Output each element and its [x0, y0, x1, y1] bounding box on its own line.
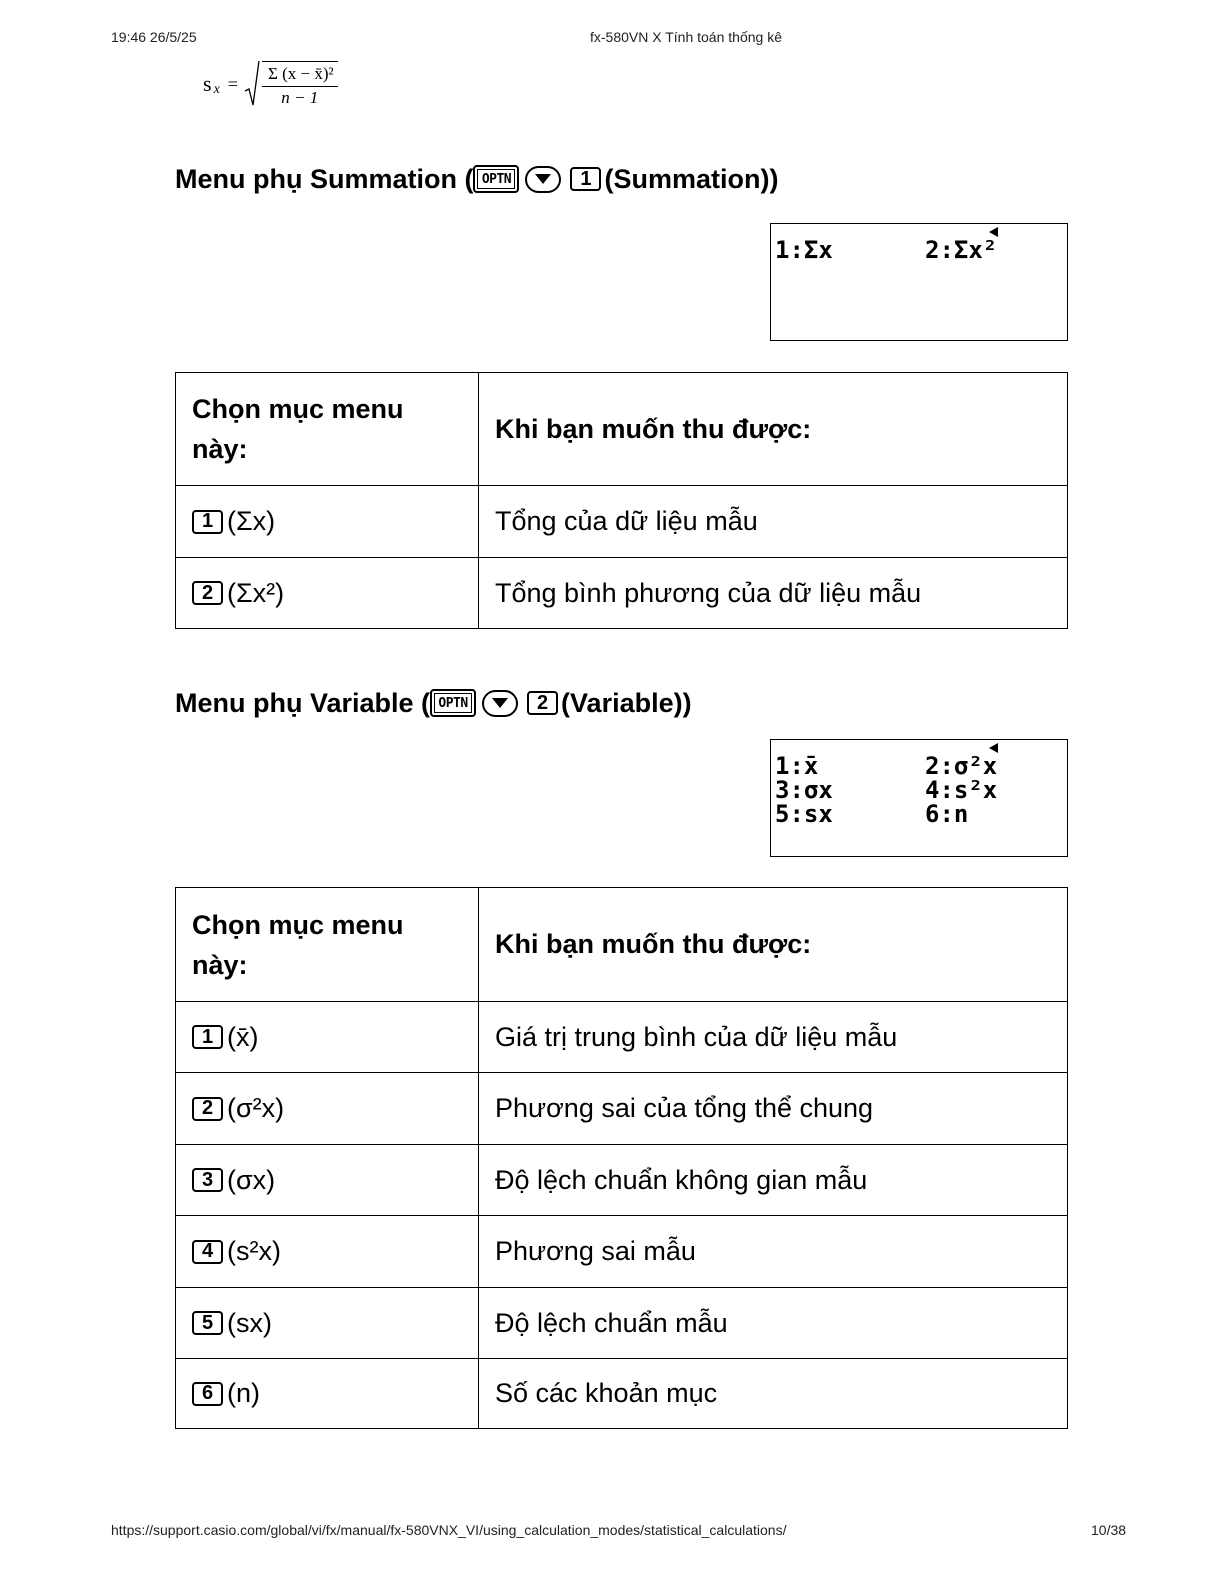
document-title: fx-580VN X Tính toán thống kê [590, 29, 782, 45]
optn-key-icon: OPTN [430, 689, 476, 717]
menu-item-cell [192, 1236, 462, 1267]
table-row [176, 1216, 1068, 1288]
menu-item-symbol: (Σx) [227, 506, 276, 536]
row-description: Tổng của dữ liệu mẫu [479, 486, 1068, 558]
variable-heading [175, 684, 692, 722]
table-row [176, 558, 1068, 629]
screen-item-3: 3:σx [775, 776, 833, 804]
col2-header: Khi bạn muốn thu được: [479, 888, 1068, 1002]
formula-fraction [262, 61, 338, 108]
optn-key-icon: OPTN [473, 165, 519, 193]
col2-header: Khi bạn muốn thu được: [479, 373, 1068, 486]
row-description: Phương sai của tổng thể chung [479, 1073, 1068, 1145]
page-number: 10/38 [1091, 1522, 1127, 1538]
menu-item-cell [192, 1022, 462, 1053]
table-row [176, 1002, 1068, 1073]
summation-heading-suffix: (Summation)) [604, 163, 779, 194]
summation-calculator-screen [770, 223, 1068, 341]
scroll-left-indicator-icon [989, 227, 998, 237]
menu-item-cell [192, 1093, 462, 1124]
summation-heading-prefix: Menu phụ Summation ( [175, 163, 474, 194]
menu-item-cell [192, 506, 462, 537]
table-row [176, 1359, 1068, 1429]
number-key-icon: 1 [192, 1025, 223, 1049]
number-key-icon: 2 [192, 581, 223, 605]
number-key-icon: 4 [192, 1240, 223, 1264]
number-key-icon: 1 [192, 510, 223, 534]
row-description: Giá trị trung bình của dữ liệu mẫu [479, 1002, 1068, 1073]
number-key-icon: 5 [192, 1311, 223, 1335]
screen-item-1: 1:x̄ [775, 752, 819, 780]
col1-header: Chọn mục menu này: [176, 888, 479, 1002]
down-arrow-key-icon [482, 690, 518, 717]
down-arrow-key-icon [525, 166, 561, 193]
print-datetime: 19:46 26/5/25 [111, 29, 197, 45]
screen-item-1: 1:Σx [775, 236, 833, 264]
table-header-row [176, 888, 1068, 1002]
table-row [176, 1145, 1068, 1216]
summation-heading [175, 160, 778, 198]
menu-item-symbol: (Σx²) [227, 577, 285, 608]
formula-lhs-symbol: s [203, 71, 212, 96]
screen-item-4: 4:s²x [925, 776, 998, 804]
menu-item-symbol: (σx) [227, 1164, 276, 1195]
screen-item-5: 5:sx [775, 800, 833, 828]
formula-denominator: n − 1 [281, 87, 319, 107]
menu-item-symbol: (s²x) [227, 1236, 281, 1266]
menu-item-cell [192, 578, 462, 609]
menu-item-symbol: (sx) [227, 1307, 272, 1338]
row-description: Độ lệch chuẩn không gian mẫu [479, 1145, 1068, 1216]
variable-table [175, 887, 1068, 1429]
number-key-2-icon: 2 [527, 691, 558, 715]
menu-item-cell [192, 1378, 462, 1409]
number-key-icon: 6 [192, 1382, 223, 1406]
variable-heading-prefix: Menu phụ Variable ( [175, 687, 431, 718]
formula-equals: = [227, 73, 238, 94]
scroll-left-indicator-icon [989, 743, 998, 753]
table-header-row [176, 373, 1068, 486]
number-key-icon: 2 [192, 1097, 223, 1121]
formula-numerator: Σ (x − x̄)² [262, 64, 338, 87]
menu-item-symbol: (x̄) [227, 1021, 259, 1052]
menu-item-cell [192, 1308, 462, 1339]
sample-std-formula [203, 56, 338, 112]
formula-lhs-subscript: x [213, 82, 220, 97]
screen-item-6: 6:n [925, 800, 969, 828]
col1-header: Chọn mục menu này: [176, 373, 479, 486]
screen-item-2: 2:σ²x [925, 752, 998, 780]
row-description: Phương sai mẫu [479, 1216, 1068, 1288]
table-row [176, 1288, 1068, 1359]
footer-url: https://support.casio.com/global/vi/fx/manual/fx-580VNX_VI/using_calculation_modes/statistical_calculations/ [111, 1522, 787, 1538]
menu-item-cell [192, 1165, 462, 1196]
variable-calculator-screen [770, 739, 1068, 857]
row-description: Số các khoản mục [479, 1359, 1068, 1429]
number-key-1-icon: 1 [570, 167, 601, 191]
sqrt-sign-icon [244, 59, 260, 109]
menu-item-symbol: (n) [227, 1378, 260, 1408]
screen-item-2: 2:Σx² [925, 236, 998, 264]
formula-sqrt [244, 59, 338, 109]
row-description: Tổng bình phương của dữ liệu mẫu [479, 558, 1068, 629]
number-key-icon: 3 [192, 1168, 223, 1192]
row-description: Độ lệch chuẩn mẫu [479, 1288, 1068, 1359]
table-row [176, 486, 1068, 558]
variable-heading-suffix: (Variable)) [561, 687, 692, 718]
menu-item-symbol: (σ²x) [227, 1093, 285, 1123]
table-row [176, 1073, 1068, 1145]
summation-table [175, 372, 1068, 629]
